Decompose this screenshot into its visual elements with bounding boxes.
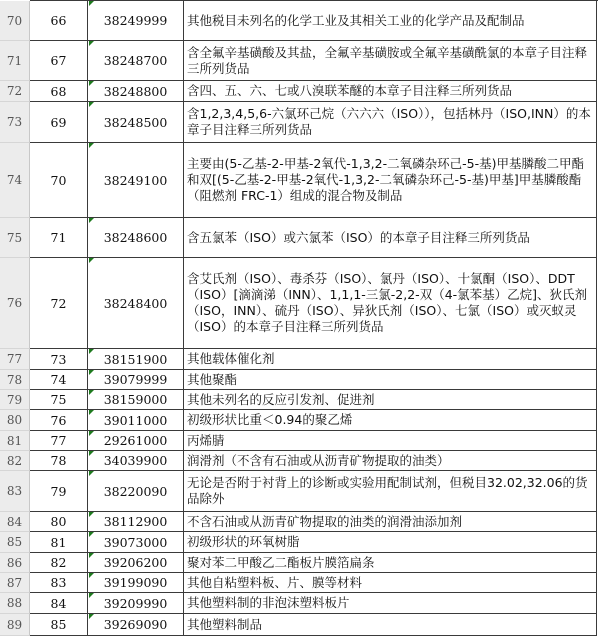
row-header[interactable] <box>0 370 30 390</box>
cell-hs-code[interactable] <box>87 451 183 471</box>
table-row <box>0 102 600 143</box>
cell-seq-number[interactable] <box>30 41 87 81</box>
cell-text-code: 38249999 <box>103 13 168 28</box>
table-row <box>0 258 600 349</box>
text-number-indicator-icon <box>89 370 94 375</box>
text-number-indicator-icon <box>89 218 94 223</box>
table-row <box>0 390 600 410</box>
cell-text-code: 39209990 <box>103 595 168 611</box>
cell-text-desc: 含艾氏剂（ISO）、毒杀芬（ISO）、氯丹（ISO）、十氯酮（ISO）、DDT（ISO）[滴滴涕（INN）、1,1,1-三氯-2,2-双（4-氯苯基）乙烷]、狄氏剂（ISO，INN）、硫丹（ISO）、异狄氏剂（ISO）、七氯（ISO）或灭蚁灵（ISO）的本章子目注释三所列货品 <box>187 271 588 334</box>
cell-hs-code[interactable] <box>87 390 183 410</box>
table-row <box>0 143 600 218</box>
text-number-indicator-icon <box>89 349 94 354</box>
text-number-indicator-icon <box>89 410 94 415</box>
table-row <box>0 532 600 553</box>
cell-description[interactable] <box>183 81 597 102</box>
row-header[interactable] <box>0 143 30 218</box>
cell-text-desc: 其他载体催化剂 <box>187 351 275 366</box>
cell-seq-number[interactable] <box>30 81 87 102</box>
cell-seq-number[interactable] <box>30 431 87 451</box>
cell-text-seq: 78 <box>50 453 67 468</box>
text-number-indicator-icon <box>89 1 94 6</box>
cell-description[interactable] <box>183 410 597 431</box>
cell-text-seq: 67 <box>50 53 67 68</box>
table-row <box>0 218 600 258</box>
cell-text-row: 76 <box>6 296 23 310</box>
cell-hs-code[interactable] <box>87 593 183 614</box>
cell-seq-number[interactable] <box>30 390 87 410</box>
cell-text-row: 80 <box>6 413 23 427</box>
table-row <box>0 451 600 471</box>
cell-description[interactable] <box>183 370 597 390</box>
table-row <box>0 349 600 370</box>
cell-text-seq: 84 <box>50 595 67 611</box>
table-row <box>0 81 600 102</box>
row-header[interactable] <box>0 410 30 431</box>
text-number-indicator-icon <box>89 390 94 395</box>
cell-text-row: 75 <box>6 230 23 245</box>
cell-text-seq: 73 <box>50 351 67 367</box>
cell-description[interactable] <box>183 431 597 451</box>
cell-text-row: 71 <box>6 53 23 68</box>
cell-seq-number[interactable] <box>30 1 87 41</box>
cell-text-desc: 其他税目未列名的化学工业及其相关工业的化学产品及配制品 <box>187 12 525 28</box>
cell-text-row: 86 <box>6 555 23 570</box>
text-number-indicator-icon <box>89 102 94 107</box>
cell-text-desc: 含五氯苯（ISO）或六氯苯（ISO）的本章子目注释三所列货品 <box>187 229 530 245</box>
cell-seq-number[interactable] <box>30 370 87 390</box>
cell-description[interactable] <box>183 614 597 636</box>
cell-text-code: 38151900 <box>103 351 168 367</box>
row-header[interactable] <box>0 81 30 102</box>
text-number-indicator-icon <box>89 573 94 578</box>
cell-text-desc: 其他聚酯 <box>187 371 238 387</box>
row-header[interactable] <box>0 532 30 553</box>
row-header[interactable] <box>0 431 30 451</box>
table-row <box>0 553 600 573</box>
cell-text-seq: 69 <box>50 114 67 130</box>
text-number-indicator-icon <box>89 614 94 619</box>
cell-text-seq: 74 <box>50 372 67 387</box>
cell-description[interactable] <box>183 512 597 532</box>
table-row <box>0 431 600 451</box>
cell-description[interactable] <box>183 471 597 512</box>
cell-hs-code[interactable] <box>87 532 183 553</box>
table-row <box>0 410 600 431</box>
cell-hs-code[interactable] <box>87 410 183 431</box>
cell-description[interactable] <box>183 1 597 41</box>
row-header[interactable] <box>0 349 30 370</box>
cell-text-desc: 主要由(5-乙基-2-甲基-2氧代-1,3,2-二氧磷杂环己-5-基)甲基膦酸二甲酯和双[(5-乙基-2-甲基-2氧代-1,3,2-二氧磷杂环己-5-基)甲基]甲基膦酸酯（阻燃剂 FRC-1）组成的混合物及制品 <box>187 156 584 203</box>
cell-text-row: 83 <box>6 484 23 498</box>
cell-text-desc: 其他塑料制品 <box>187 616 263 632</box>
row-header[interactable] <box>0 573 30 593</box>
cell-seq-number[interactable] <box>30 102 87 143</box>
cell-hs-code[interactable] <box>87 471 183 512</box>
cell-text-row: 81 <box>6 433 23 448</box>
cell-text-seq: 81 <box>50 534 67 550</box>
cell-text-seq: 68 <box>50 83 67 99</box>
cell-text-desc: 初级形状比重＜0.94的聚乙烯 <box>187 412 353 427</box>
cell-seq-number[interactable] <box>30 451 87 471</box>
cell-seq-number[interactable] <box>30 471 87 512</box>
cell-text-desc: 其他塑料制的非泡沫塑料板片 <box>187 595 350 610</box>
cell-text-seq: 71 <box>50 230 67 245</box>
cell-hs-code[interactable] <box>87 431 183 451</box>
cell-text-seq: 66 <box>50 13 67 28</box>
cell-text-desc: 丙烯腈 <box>187 432 225 448</box>
cell-seq-number[interactable] <box>30 553 87 573</box>
cell-hs-code[interactable] <box>87 81 183 102</box>
cell-text-seq: 80 <box>50 514 67 529</box>
row-header[interactable] <box>0 218 30 258</box>
cell-text-desc: 无论是否附于衬背上的诊断或实验用配制试剂，但税目32.02,32.06的货品除外 <box>187 475 588 506</box>
row-header[interactable] <box>0 553 30 573</box>
cell-text-code: 34039900 <box>103 453 168 468</box>
text-number-indicator-icon <box>89 81 94 86</box>
cell-hs-code[interactable] <box>87 41 183 81</box>
cell-description[interactable] <box>183 593 597 614</box>
cell-text-seq: 85 <box>50 617 67 632</box>
cell-text-code: 38249100 <box>103 172 168 188</box>
cell-text-desc: 含全氟辛基磺酸及其盐，全氟辛基磺胺或全氟辛基磺酰氯的本章子目注释三所列货品 <box>187 44 588 76</box>
cell-seq-number[interactable] <box>30 410 87 431</box>
cell-text-row: 78 <box>6 372 23 387</box>
text-number-indicator-icon <box>89 512 94 517</box>
row-header[interactable] <box>0 390 30 410</box>
row-header[interactable] <box>0 451 30 471</box>
cell-hs-code[interactable] <box>87 349 183 370</box>
cell-hs-code[interactable] <box>87 143 183 218</box>
cell-text-code: 39079999 <box>103 372 168 387</box>
cell-seq-number[interactable] <box>30 593 87 614</box>
cell-text-code: 38112900 <box>103 514 168 529</box>
cell-text-code: 38159000 <box>103 392 168 407</box>
text-number-indicator-icon <box>89 471 94 476</box>
text-number-indicator-icon <box>89 431 94 436</box>
text-number-indicator-icon <box>89 593 94 598</box>
table-row <box>0 471 600 512</box>
cell-text-code: 39199090 <box>103 575 168 590</box>
cell-hs-code[interactable] <box>87 512 183 532</box>
cell-text-seq: 76 <box>50 412 67 428</box>
cell-text-desc: 含四、五、六、七或八溴联苯醚的本章子目注释三所列货品 <box>187 83 513 98</box>
cell-text-desc: 其他未列名的反应引发剂、促进剂 <box>187 391 375 407</box>
row-header[interactable] <box>0 471 30 512</box>
cell-text-seq: 77 <box>50 433 67 448</box>
table-row <box>0 573 600 593</box>
cell-description[interactable] <box>183 258 597 349</box>
text-number-indicator-icon <box>89 41 94 46</box>
cell-text-row: 79 <box>6 392 23 407</box>
cell-hs-code[interactable] <box>87 218 183 258</box>
row-header[interactable] <box>0 41 30 81</box>
row-header[interactable] <box>0 593 30 614</box>
cell-text-code: 38248500 <box>103 114 168 130</box>
cell-text-seq: 75 <box>50 392 67 407</box>
cell-seq-number[interactable] <box>30 573 87 593</box>
cell-seq-number[interactable] <box>30 614 87 636</box>
cell-text-row: 74 <box>6 173 23 187</box>
cell-text-code: 38248800 <box>103 83 168 99</box>
cell-text-seq: 79 <box>50 483 67 499</box>
cell-text-desc: 初级形状的环氧树脂 <box>187 534 300 549</box>
cell-text-desc: 润滑剂（不含有石油或从沥青矿物提取的油类） <box>187 452 450 468</box>
text-number-indicator-icon <box>89 553 94 558</box>
cell-hs-code[interactable] <box>87 258 183 349</box>
cell-text-row: 88 <box>6 596 23 610</box>
cell-description[interactable] <box>183 573 597 593</box>
cell-description[interactable] <box>183 553 597 573</box>
cell-text-desc: 其他自粘塑料板、片、膜等材料 <box>187 574 363 590</box>
cell-text-code: 29261000 <box>103 433 168 448</box>
cell-description[interactable] <box>183 451 597 471</box>
cell-seq-number[interactable] <box>30 512 87 532</box>
cell-description[interactable] <box>183 102 597 143</box>
cell-text-code: 39011000 <box>103 412 168 428</box>
table-row <box>0 512 600 532</box>
table-row <box>0 1 600 41</box>
cell-text-seq: 70 <box>50 172 67 188</box>
cell-text-row: 85 <box>6 535 23 549</box>
row-header[interactable] <box>0 614 30 636</box>
cell-seq-number[interactable] <box>30 218 87 258</box>
cell-text-code: 38248400 <box>103 295 168 311</box>
cell-seq-number[interactable] <box>30 532 87 553</box>
cell-description[interactable] <box>183 532 597 553</box>
text-number-indicator-icon <box>89 451 94 456</box>
cell-description[interactable] <box>183 218 597 258</box>
cell-seq-number[interactable] <box>30 258 87 349</box>
cell-text-row: 70 <box>6 13 23 28</box>
cell-hs-code[interactable] <box>87 370 183 390</box>
cell-text-row: 89 <box>6 617 23 632</box>
cell-text-row: 87 <box>6 575 23 590</box>
cell-hs-code[interactable] <box>87 573 183 593</box>
table-row <box>0 370 600 390</box>
table-row <box>0 593 600 614</box>
cell-hs-code[interactable] <box>87 614 183 636</box>
row-header[interactable] <box>0 258 30 349</box>
row-header[interactable] <box>0 1 30 41</box>
cell-text-desc: 聚对苯二甲酸乙二酯板片膜箔扁条 <box>187 554 375 570</box>
text-number-indicator-icon <box>89 258 94 263</box>
cell-hs-code[interactable] <box>87 102 183 143</box>
table-row <box>0 614 600 636</box>
cell-text-seq: 83 <box>50 575 67 590</box>
cell-text-row: 84 <box>6 514 23 529</box>
text-number-indicator-icon <box>89 532 94 537</box>
cell-text-code: 39073000 <box>103 534 168 550</box>
table-row <box>0 41 600 81</box>
row-header[interactable] <box>0 512 30 532</box>
cell-text-seq: 72 <box>50 295 67 311</box>
cell-text-row: 82 <box>6 453 23 468</box>
cell-text-desc: 不含石油或从沥青矿物提取的油类的润滑油添加剂 <box>187 513 463 529</box>
text-number-indicator-icon <box>89 143 94 148</box>
cell-description[interactable] <box>183 390 597 410</box>
cell-hs-code[interactable] <box>87 1 183 41</box>
cell-text-row: 73 <box>6 115 23 129</box>
cell-seq-number[interactable] <box>30 349 87 370</box>
cell-text-seq: 82 <box>50 555 67 570</box>
cell-description[interactable] <box>183 349 597 370</box>
cell-text-desc: 含1,2,3,4,5,6-六氯环己烷（六六六（ISO）），包括林丹（ISO,INN）的本章子目注释三所列货品 <box>187 106 591 137</box>
cell-text-row: 77 <box>6 352 23 366</box>
cell-text-code: 38248700 <box>103 53 168 68</box>
cell-description[interactable] <box>183 41 597 81</box>
cell-text-row: 72 <box>6 84 23 98</box>
cell-text-code: 38248600 <box>103 230 168 245</box>
cell-description[interactable] <box>183 143 597 218</box>
row-header[interactable] <box>0 102 30 143</box>
cell-seq-number[interactable] <box>30 143 87 218</box>
cell-text-code: 39269090 <box>103 617 168 632</box>
cell-hs-code[interactable] <box>87 553 183 573</box>
cell-text-code: 38220090 <box>103 483 168 499</box>
cell-text-code: 39206200 <box>103 555 168 570</box>
